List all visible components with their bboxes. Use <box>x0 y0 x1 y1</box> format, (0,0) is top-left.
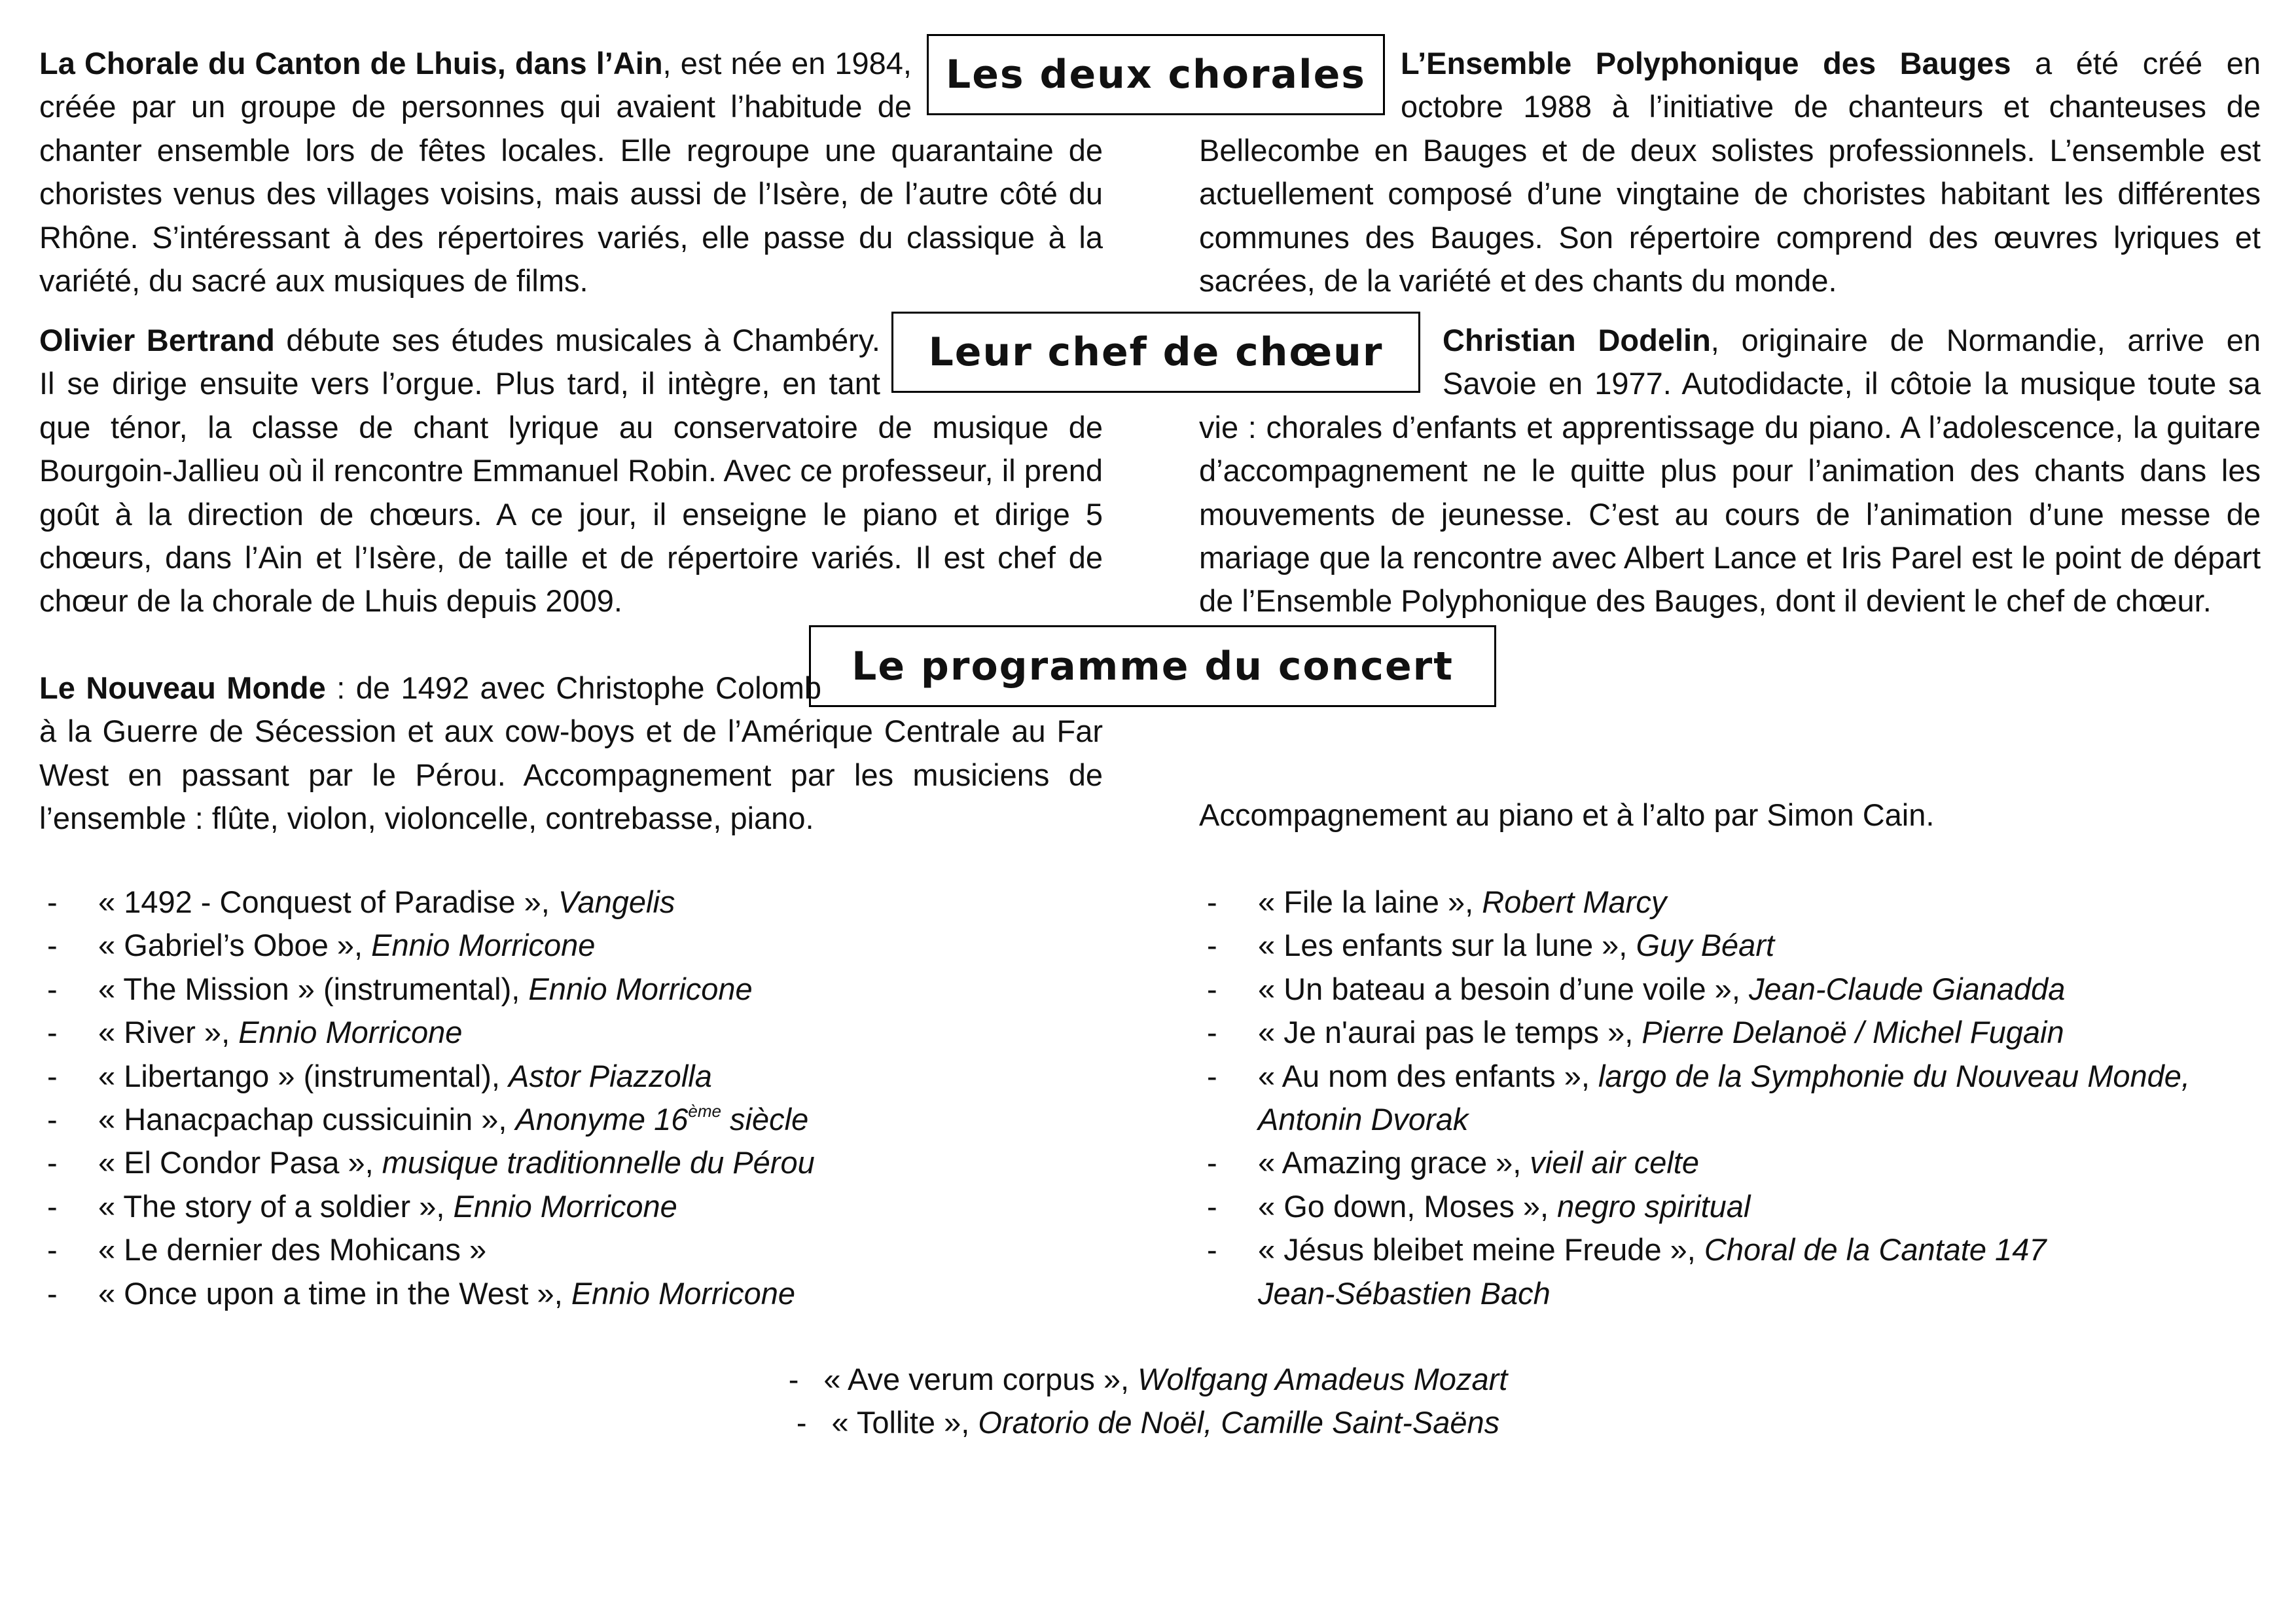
list-item: - « The Mission » (instrumental), Ennio Morricone <box>47 971 753 1006</box>
list-item: - « Ave verum corpus », Wolfgang Amadeus Mozart <box>788 1362 1508 1396</box>
dodelin-paragraph <box>1199 319 2261 623</box>
nouveau-monde-text: : de 1492 avec Christophe Colomb à la Guerre de Sécession et aux cow-boys et de l’Amérique Centrale au Far West en passant par le Pérou. Accompagnement par les musiciens de l’ensemble : flûte, violon, violoncelle, contrebasse, piano. <box>39 670 1103 836</box>
list-item: - « The story of a soldier », Ennio Morricone <box>47 1188 677 1224</box>
list-item: - « File la laine », Robert Marcy <box>1207 884 1667 919</box>
lhuis-paragraph <box>39 42 1103 302</box>
list-item: - « Once upon a time in the West », Ennio Morricone <box>47 1275 796 1311</box>
list-item: - « Hanacpachap cussicuinin », Anonyme 16ème siècle <box>47 1101 809 1137</box>
list-item: - « Je n'aurai pas le temps », Pierre Delanoë / Michel Fugain <box>1207 1015 2064 1050</box>
bertrand-name: Olivier Bertrand <box>39 323 275 357</box>
heading-choirs: Les deux chorales <box>927 34 1385 115</box>
right-accompaniment: Accompagnement au piano et à l’alto par Simon Cain. <box>1199 797 1935 832</box>
list-item: - « 1492 - Conquest of Paradise », Vangelis <box>47 884 675 919</box>
lhuis-text: , est née en 1984, créée par un groupe de personnes qui avaient l’habitude de chanter ensemble lors de fêtes locales. Elle regroupe une quarantaine de choristes venus des villages voisins, mais aussi de l’Isère, de l’autre côté du Rhône. S’intéressant à des répertoires variés, elle passe du classique à la variété, du sacré aux musiques de films. <box>39 46 1103 299</box>
list-item: - « Tollite », Oratorio de Noël, Camille Saint-Saëns <box>796 1405 1500 1440</box>
dodelin-text: , originaire de Normandie, arrive en Savoie en 1977. Autodidacte, il côtoie la musique toute sa vie : chorales d’enfants et apprentissage du piano. A l’adolescence, la guitare d’accompagnement ne le quitte plus pour l’animation des chants dans les mouvements de jeunesse. C’est au cours de l’animation d’une messe de mariage que la rencontre avec Albert Lance et Iris Parel est le point de départ de l’Ensemble Polyphonique des Bauges, dont il devient le chef de chœur. <box>1199 323 2261 619</box>
list-item: - « Jésus bleibet meine Freude », Choral de la Cantate 147 Jean-Sébastien Bach <box>1207 1232 2047 1311</box>
list-item: - « Au nom des enfants », largo de la Symphonie du Nouveau Monde, Antonin Dvorak <box>1207 1058 2191 1137</box>
bertrand-text: débute ses études musicales à Chambéry. Il se dirige ensuite vers l’orgue. Plus tard, il intègre, en tant que ténor, la classe de chant lyrique au conservatoire de musique de Bourgoin-Jallieu où il rencontre Emmanuel Robin. Avec ce professeur, il prend goût à la direction de chœurs. A ce jour, il enseigne le piano et dirige 5 chœurs, dans l’Ain et l’Isère, de taille et de répertoire variés. Il est chef de chœur de la chorale de Lhuis depuis 2009. <box>39 323 1103 619</box>
list-item: - « Go down, Moses », negro spiritual <box>1207 1188 1751 1224</box>
list-item: - « Un bateau a besoin d’une voile », Jean-Claude Gianadda <box>1207 971 2066 1006</box>
list-item: - « Les enfants sur la lune », Guy Béart <box>1207 928 1775 963</box>
bertrand-paragraph <box>39 319 1103 623</box>
bauges-text: a été créé en octobre 1988 à l’initiative de chanteurs et chanteuses de Bellecombe en Bauges et de deux solistes professionnels. L’ensemble est actuellement composé d’une vingtaine de choristes habitant les différentes communes des Bauges. Son répertoire comprend des œuvres lyriques et sacrées, de la variété et des chants du monde. <box>1199 46 2261 299</box>
dodelin-name: Christian Dodelin <box>1443 323 1711 357</box>
list-item: - « El Condor Pasa », musique traditionnelle du Pérou <box>47 1145 815 1180</box>
joint-program-list <box>0 1358 2296 1445</box>
bauges-paragraph <box>1199 42 2261 302</box>
left-program-list <box>39 881 1152 1315</box>
list-item: - « Amazing grace », vieil air celte <box>1207 1145 1699 1180</box>
list-item: - « Libertango » (instrumental), Astor Piazzolla <box>47 1058 712 1093</box>
heading-program: Le programme du concert <box>809 625 1496 707</box>
list-item: - « River », Ennio Morricone <box>47 1015 463 1050</box>
heading-director: Leur chef de chœur <box>891 312 1420 393</box>
list-item: - « Gabriel’s Oboe », Ennio Morricone <box>47 928 596 963</box>
nouveau-monde-name: Le Nouveau Monde <box>39 670 326 705</box>
nouveau-monde-paragraph <box>39 666 1103 841</box>
bauges-name: L’Ensemble Polyphonique des Bauges <box>1401 46 2011 81</box>
lhuis-name: La Chorale du Canton de Lhuis, dans l’Ain <box>39 46 663 81</box>
list-item: - « Le dernier des Mohicans » <box>47 1232 487 1267</box>
right-program-list <box>1199 881 2272 1315</box>
